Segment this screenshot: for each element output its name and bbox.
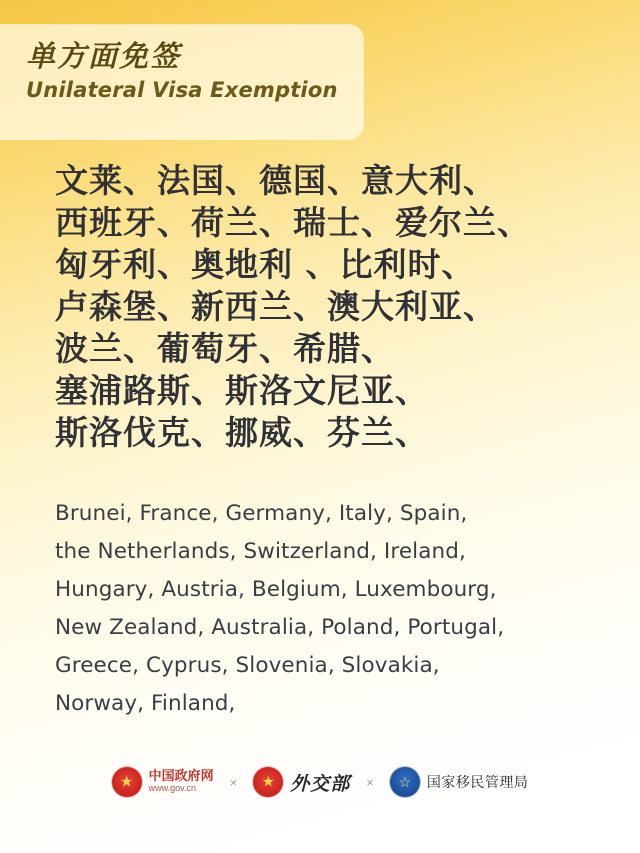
country-line-cn: 匈牙利、奥地利 、比利时、 <box>55 245 476 284</box>
country-line-cn: 卢森堡、新西兰、澳大利亚、 <box>55 287 497 326</box>
country-line-en: Hungary, Austria, Belgium, Luxembourg, <box>55 577 497 602</box>
mofa-name-label: 外交部 <box>290 772 351 795</box>
page-title-cn: 单方面免签 <box>26 39 182 73</box>
footer-mofa <box>253 767 350 797</box>
title-plaque <box>0 24 364 140</box>
country-list-english <box>55 495 625 723</box>
country-line-cn: 塞浦路斯、斯洛文尼亚、 <box>55 371 429 410</box>
gov-text-block <box>149 770 214 793</box>
separator-x-icon: × <box>229 774 238 790</box>
footer-logos <box>0 765 640 799</box>
country-line-en: the Netherlands, Switzerland, Ireland, <box>55 539 466 564</box>
country-line-en: Norway, Finland, <box>55 691 236 716</box>
country-line-cn: 斯洛伐克、挪威、芬兰、 <box>55 413 429 452</box>
national-emblem-icon <box>112 767 142 797</box>
country-line-en: Brunei, France, Germany, Italy, Spain, <box>55 501 468 526</box>
country-list-chinese <box>55 160 615 454</box>
gov-name-label: 中国政府网 <box>148 769 214 785</box>
gov-url-label: www.gov.cn <box>148 783 196 794</box>
immigration-badge-icon <box>390 767 420 797</box>
nia-name-label: 国家移民管理局 <box>426 775 529 791</box>
country-line-cn: 波兰、葡萄牙、希腊、 <box>55 329 395 368</box>
national-emblem-icon <box>253 767 283 797</box>
country-line-en: Greece, Cyprus, Slovenia, Slovakia, <box>55 653 440 678</box>
country-line-en: New Zealand, Australia, Poland, Portugal, <box>55 615 505 640</box>
footer-gov-cn <box>112 767 214 797</box>
footer-nia <box>390 767 529 797</box>
page-title-en: Unilateral Visa Exemption <box>26 78 338 103</box>
country-line-cn: 文莱、法国、德国、意大利、 <box>55 161 497 200</box>
country-line-cn: 西班牙、荷兰、瑞士、爱尔兰、 <box>55 203 531 242</box>
separator-x-icon: × <box>366 774 374 790</box>
